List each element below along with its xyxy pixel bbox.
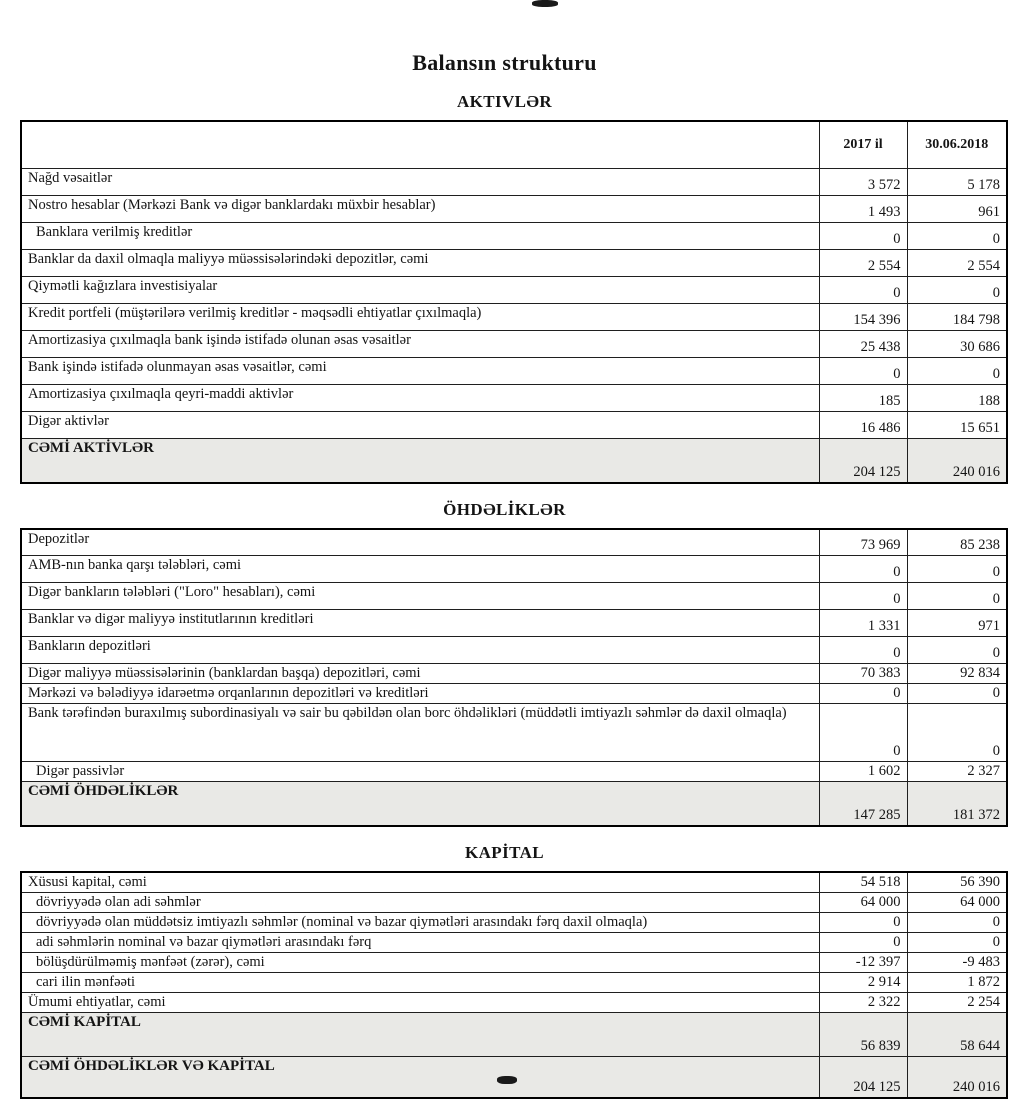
row-label: Nağd vəsaitlər — [21, 169, 819, 196]
page-title: Balansın strukturu — [412, 50, 597, 75]
value-2017: 0 — [819, 223, 907, 250]
value-2017: 70 383 — [819, 664, 907, 684]
value-2017: 154 396 — [819, 304, 907, 331]
row-label: cari ilin mənfəəti — [21, 972, 819, 992]
table-row — [21, 250, 1007, 277]
row-label: Kredit portfeli (müştərilərə verilmiş kreditlər - məqsədli ehtiyatlar çıxılmaqla) — [21, 304, 819, 331]
value-2018: 240 016 — [907, 1056, 1007, 1098]
value-2018: 30 686 — [907, 331, 1007, 358]
table-row — [21, 912, 1007, 932]
row-label: Bankların depozitləri — [21, 637, 819, 664]
value-2017: 0 — [819, 358, 907, 385]
value-2017: 25 438 — [819, 331, 907, 358]
row-label: CƏMİ KAPİTAL — [21, 1012, 819, 1056]
row-label: adi səhmlərin nominal və bazar qiymətləri arasındakı fərq — [21, 932, 819, 952]
column-header-2017: 2017 il — [819, 121, 907, 169]
section-heading-kapital: KAPİTAL — [465, 842, 544, 862]
value-2017: 147 285 — [819, 782, 907, 826]
row-label: Digər bankların tələbləri ("Loro" hesabları), cəmi — [21, 583, 819, 610]
row-label: Nostro hesablar (Mərkəzi Bank və digər banklardakı müxbir hesablar) — [21, 196, 819, 223]
value-2017: 204 125 — [819, 1056, 907, 1098]
row-label: CƏMİ ÖHDƏLİKLƏR VƏ KAPİTAL — [21, 1056, 819, 1098]
table-row — [21, 169, 1007, 196]
table-row — [21, 610, 1007, 637]
row-label: Mərkəzi və bələdiyyə idarəetmə orqanlarının depozitləri və kreditləri — [21, 684, 819, 704]
row-label: Banklar da daxil olmaqla maliyyə müəssisələrindəki depozitlər, cəmi — [21, 250, 819, 277]
value-2018: 2 327 — [907, 762, 1007, 782]
value-2017: 2 554 — [819, 250, 907, 277]
value-2017: 0 — [819, 277, 907, 304]
value-2018: 0 — [907, 583, 1007, 610]
value-2018: 15 651 — [907, 412, 1007, 439]
value-2018: 2 554 — [907, 250, 1007, 277]
value-2018: 56 390 — [907, 872, 1007, 893]
table-row — [21, 872, 1007, 893]
row-label: Depozitlər — [21, 529, 819, 556]
row-label: Amortizasiya çıxılmaqla qeyri-maddi aktivlər — [21, 385, 819, 412]
value-2018: 0 — [907, 223, 1007, 250]
table-row — [21, 412, 1007, 439]
table-row — [21, 277, 1007, 304]
table-row — [21, 583, 1007, 610]
value-2017: 73 969 — [819, 529, 907, 556]
value-2017: 54 518 — [819, 872, 907, 893]
value-2017: 0 — [819, 583, 907, 610]
value-2017: 2 322 — [819, 992, 907, 1012]
table-row — [21, 992, 1007, 1012]
value-2017: 1 602 — [819, 762, 907, 782]
value-2017: 204 125 — [819, 439, 907, 483]
value-2018: 240 016 — [907, 439, 1007, 483]
value-2018: 1 872 — [907, 972, 1007, 992]
table-row — [21, 331, 1007, 358]
table-row — [21, 932, 1007, 952]
section-heading-ohdelikler: ÖHDƏLİKLƏR — [443, 499, 566, 519]
table-row — [21, 196, 1007, 223]
value-2017: 1 331 — [819, 610, 907, 637]
value-2018: 0 — [907, 932, 1007, 952]
row-label: dövriyyədə olan adi səhmlər — [21, 892, 819, 912]
value-2017: 0 — [819, 932, 907, 952]
table-row — [21, 385, 1007, 412]
value-2017: 0 — [819, 556, 907, 583]
value-2017: 0 — [819, 704, 907, 762]
value-2017: 0 — [819, 912, 907, 932]
value-2018: 64 000 — [907, 892, 1007, 912]
value-2018: 2 254 — [907, 992, 1007, 1012]
value-2018: 58 644 — [907, 1012, 1007, 1056]
row-label: Ümumi ehtiyatlar, cəmi — [21, 992, 819, 1012]
scan-artifact — [532, 0, 558, 7]
row-label: Bank işində istifadə olunmayan əsas vəsaitlər, cəmi — [21, 358, 819, 385]
row-label: Banklara verilmiş kreditlər — [21, 223, 819, 250]
capital-table — [20, 871, 1008, 1100]
table-row — [21, 952, 1007, 972]
value-2017: 56 839 — [819, 1012, 907, 1056]
total-row — [21, 782, 1007, 826]
scan-artifact — [497, 1076, 517, 1084]
column-header-30-06-2018: 30.06.2018 — [907, 121, 1007, 169]
value-2018: 961 — [907, 196, 1007, 223]
value-2017: 0 — [819, 637, 907, 664]
total-row — [21, 1012, 1007, 1056]
value-2017: 0 — [819, 684, 907, 704]
value-2018: 184 798 — [907, 304, 1007, 331]
row-label: Digər passivlər — [21, 762, 819, 782]
table-row — [21, 304, 1007, 331]
value-2017: 185 — [819, 385, 907, 412]
row-label: Xüsusi kapital, cəmi — [21, 872, 819, 893]
row-label: dövriyyədə olan müddətsiz imtiyazlı səhmlər (nominal və bazar qiymətləri arasındakı fərq daxil olmaqla) — [21, 912, 819, 932]
total-row — [21, 439, 1007, 483]
row-label: Digər maliyyə müəssisələrinin (banklardan başqa) depozitləri, cəmi — [21, 664, 819, 684]
row-label: CƏMİ AKTİVLƏR — [21, 439, 819, 483]
value-2017: 64 000 — [819, 892, 907, 912]
value-2018: 0 — [907, 358, 1007, 385]
table-row — [21, 892, 1007, 912]
corner-cell — [21, 121, 819, 169]
value-2018: 0 — [907, 912, 1007, 932]
row-label: Qiymətli kağızlara investisiyalar — [21, 277, 819, 304]
value-2018: 0 — [907, 684, 1007, 704]
value-2018: 5 178 — [907, 169, 1007, 196]
table-row — [21, 529, 1007, 556]
row-label: bölüşdürülməmiş mənfəət (zərər), cəmi — [21, 952, 819, 972]
value-2017: 3 572 — [819, 169, 907, 196]
value-2017: 1 493 — [819, 196, 907, 223]
value-2018: 92 834 — [907, 664, 1007, 684]
table-row — [21, 556, 1007, 583]
table-row — [21, 358, 1007, 385]
table-header-row — [21, 121, 1007, 169]
row-label: Digər aktivlər — [21, 412, 819, 439]
table-row — [21, 684, 1007, 704]
value-2017: 2 914 — [819, 972, 907, 992]
row-label: Bank tərəfindən buraxılmış subordinasiyalı və sair bu qəbildən olan borc öhdəlikləri (müddətli imtiyazlı səhmlər də daxil olmaqla) — [21, 704, 819, 762]
row-label: Banklar və digər maliyyə institutlarının kreditləri — [21, 610, 819, 637]
value-2017: 16 486 — [819, 412, 907, 439]
value-2018: 188 — [907, 385, 1007, 412]
section-heading-aktivler: AKTIVLƏR — [456, 92, 553, 111]
value-2018: 0 — [907, 637, 1007, 664]
value-2018: 0 — [907, 556, 1007, 583]
value-2018: 0 — [907, 704, 1007, 762]
table-row — [21, 762, 1007, 782]
row-label: AMB-nın banka qarşı tələbləri, cəmi — [21, 556, 819, 583]
table-row — [21, 972, 1007, 992]
value-2018: 971 — [907, 610, 1007, 637]
table-row — [21, 664, 1007, 684]
assets-table — [20, 120, 1008, 484]
liabilities-table — [20, 528, 1008, 827]
table-row — [21, 704, 1007, 762]
value-2018: 0 — [907, 277, 1007, 304]
row-label: Amortizasiya çıxılmaqla bank işində istifadə olunan əsas vəsaitlər — [21, 331, 819, 358]
value-2018: 181 372 — [907, 782, 1007, 826]
table-row — [21, 637, 1007, 664]
value-2018: -9 483 — [907, 952, 1007, 972]
value-2017: -12 397 — [819, 952, 907, 972]
row-label: CƏMİ ÖHDƏLİKLƏR — [21, 782, 819, 826]
table-row — [21, 223, 1007, 250]
value-2018: 85 238 — [907, 529, 1007, 556]
